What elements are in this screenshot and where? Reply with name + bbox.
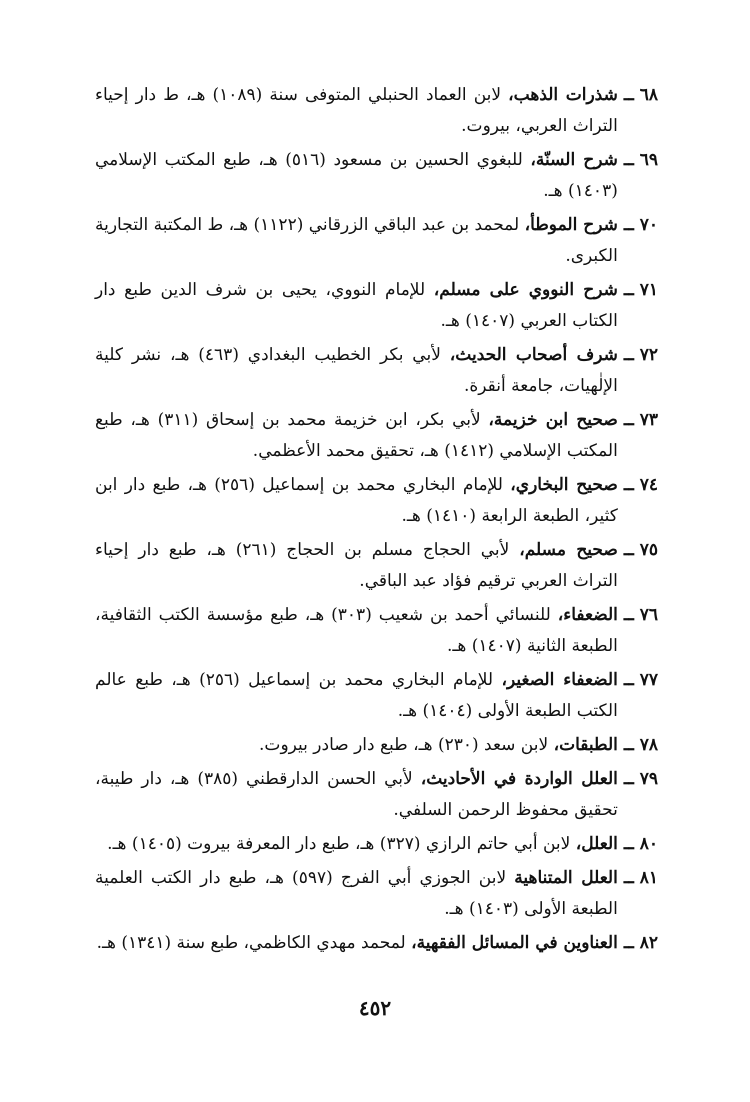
reference-title: الضعفاء، <box>557 605 618 625</box>
reference-text <box>95 764 618 826</box>
reference-entry <box>95 470 658 532</box>
reference-text <box>95 863 618 925</box>
reference-title: صحيح البخاري، <box>510 475 618 495</box>
reference-title: صحيح مسلم، <box>519 540 618 560</box>
reference-entry <box>95 275 658 337</box>
reference-title: شرح الموطأ، <box>524 215 618 235</box>
reference-text <box>95 210 618 272</box>
reference-text <box>95 600 618 662</box>
reference-details: لابن أبي حاتم الرازي (٣٢٧) هـ، طبع دار المعرفة بيروت (١٤٠٥) هـ. <box>107 834 576 854</box>
reference-number: ٧٦ ــ <box>623 605 658 625</box>
reference-text <box>95 145 618 207</box>
reference-text <box>95 470 618 532</box>
reference-text <box>95 535 618 597</box>
reference-number: ٧٢ ــ <box>623 345 658 365</box>
reference-number: ٧٠ ــ <box>623 215 658 235</box>
reference-list <box>95 80 658 959</box>
reference-number: ٧٥ ــ <box>623 540 658 560</box>
reference-entry <box>95 928 658 959</box>
reference-details: للبغوي الحسين بن مسعود (٥١٦) هـ، طبع المكتب الإسلامي (١٤٠٣) هـ. <box>95 150 618 201</box>
reference-details: لأبي بكر الخطيب البغدادي (٤٦٣) هـ، نشر كلية الإلٰهيات، جامعة أنقرة. <box>95 345 618 396</box>
reference-title: شرح السنّة، <box>530 150 618 170</box>
reference-title: شذرات الذهب، <box>508 85 618 105</box>
reference-number: ٨٠ ــ <box>623 834 658 854</box>
reference-entry <box>95 80 658 142</box>
reference-details: للإمام النووي، يحيى بن شرف الدين طبع دار الكتاب العربي (١٤٠٧) هـ. <box>95 280 618 331</box>
reference-number: ٦٩ ــ <box>623 150 658 170</box>
reference-details: لأبي بكر، ابن خزيمة محمد بن إسحاق (٣١١) هـ، طبع المكتب الإسلامي (١٤١٢) هـ، تحقيق محمد الأعظمي. <box>95 410 618 461</box>
reference-details: للإمام البخاري محمد بن إسماعيل (٢٥٦) هـ، طبع دار ابن كثير، الطبعة الرابعة (١٤١٠) هـ. <box>95 475 618 526</box>
reference-details: لمحمد مهدي الكاظمي، طبع سنة (١٣٤١) هـ. <box>96 933 412 953</box>
reference-entry <box>95 863 658 925</box>
reference-entry <box>95 665 658 727</box>
reference-details: لابن سعد (٢٣٠) هـ، طبع دار صادر بيروت. <box>259 735 554 755</box>
reference-text <box>95 340 618 402</box>
reference-entry <box>95 730 658 761</box>
reference-entry <box>95 145 658 207</box>
reference-details: لمحمد بن عبد الباقي الزرقاني (١١٢٢) هـ، ط المكتبة التجارية الكبرى. <box>95 215 618 266</box>
reference-number: ٧٣ ــ <box>623 410 658 430</box>
reference-text <box>95 405 618 467</box>
reference-title: الضعفاء الصغير، <box>501 670 618 690</box>
reference-details: للإمام البخاري محمد بن إسماعيل (٢٥٦) هـ، طبع عالم الكتب الطبعة الأولى (١٤٠٤) هـ. <box>95 670 618 721</box>
reference-title: الطبقات، <box>553 735 618 755</box>
reference-number: ٨٢ ــ <box>623 933 658 953</box>
reference-text <box>95 80 618 142</box>
reference-details: لأبي الحجاج مسلم بن الحجاج (٢٦١) هـ، طبع دار إحياء التراث العربي ترقيم فؤاد عبد الباقي. <box>95 540 618 591</box>
reference-entry <box>95 340 658 402</box>
reference-title: شرف أصحاب الحديث، <box>449 345 618 365</box>
reference-title: صحيح ابن خزيمة، <box>488 410 618 430</box>
reference-text <box>95 665 618 727</box>
reference-title: العناوين في المسائل الفقهية، <box>411 933 618 953</box>
reference-title: العلل، <box>575 834 618 854</box>
reference-entry <box>95 535 658 597</box>
reference-number: ٨١ ــ <box>623 868 658 888</box>
reference-title: العلل الواردة في الأحاديث، <box>420 769 618 789</box>
reference-title: شرح النووي على مسلم، <box>433 280 618 300</box>
reference-entry <box>95 405 658 467</box>
reference-text <box>95 928 618 959</box>
reference-entry <box>95 210 658 272</box>
reference-number: ٧٨ ــ <box>623 735 658 755</box>
reference-text <box>95 829 618 860</box>
reference-details: لأبي الحسن الدارقطني (٣٨٥) هـ، دار طيبة، تحقيق محفوظ الرحمن السلفي. <box>95 769 618 820</box>
page-number: ٤٥٢ <box>358 996 392 1020</box>
reference-text <box>95 275 618 337</box>
reference-entry <box>95 829 658 860</box>
reference-details: لابن العماد الحنبلي المتوفى سنة (١٠٨٩) هـ، ط دار إحياء التراث العربي، بيروت. <box>95 85 618 136</box>
reference-entry <box>95 600 658 662</box>
reference-details: للنسائي أحمد بن شعيب (٣٠٣) هـ، طبع مؤسسة الكتب الثقافية، الطبعة الثانية (١٤٠٧) هـ. <box>95 605 618 656</box>
reference-number: ٧٤ ــ <box>623 475 658 495</box>
reference-number: ٦٨ ــ <box>623 85 658 105</box>
reference-details: لابن الجوزي أبي الفرج (٥٩٧) هـ، طبع دار الكتب العلمية الطبعة الأولى (١٤٠٣) هـ. <box>95 868 618 919</box>
reference-title: العلل المتناهية <box>514 868 618 888</box>
reference-entry <box>95 764 658 826</box>
reference-text <box>95 730 618 761</box>
reference-number: ٧١ ــ <box>623 280 658 300</box>
reference-number: ٧٩ ــ <box>623 769 658 789</box>
reference-number: ٧٧ ــ <box>623 670 658 690</box>
